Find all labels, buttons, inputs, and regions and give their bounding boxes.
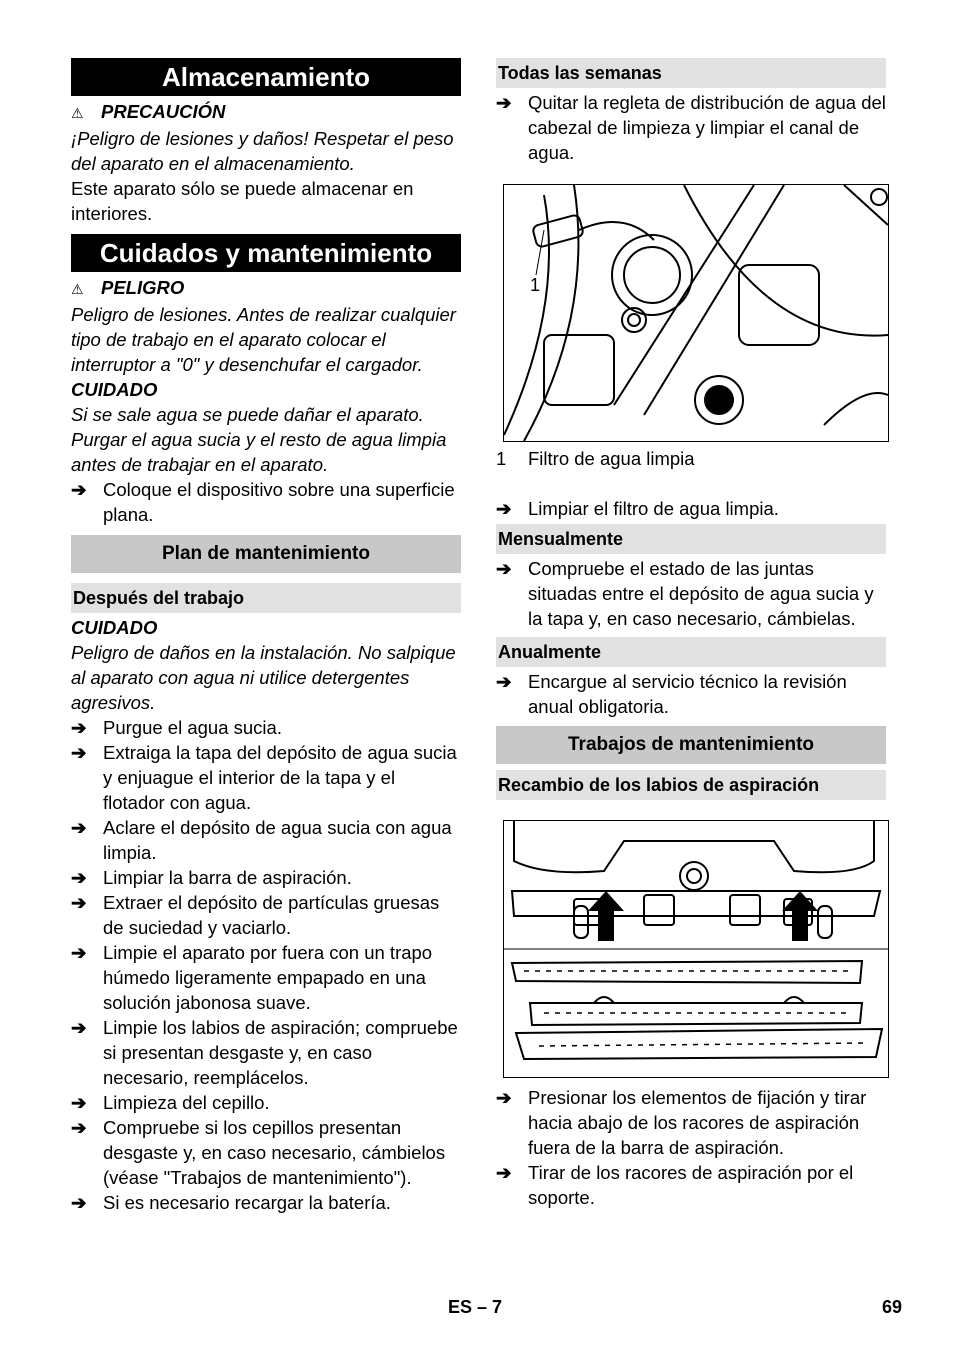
peligro-text: Peligro de lesiones. Antes de realizar cualquier tipo de trabajo en el aparato colocar el interruptor a "0" y desenchufar el cargador.	[71, 304, 456, 375]
heading-almacenamiento: Almacenamiento	[71, 58, 461, 96]
heading-mensual: Mensualmente	[496, 524, 886, 554]
water-filter-illustration	[504, 185, 888, 441]
bullet-text: Encargue al servicio técnico la revisión anual obligatoria.	[528, 671, 847, 717]
caption-text: Filtro de agua limpia	[528, 448, 695, 469]
arrow-right-icon: ➔	[496, 498, 512, 519]
warning-triangle-icon: ⚠	[71, 281, 84, 297]
cuidado2-title: CUIDADO	[71, 617, 158, 638]
cuidado2-text: Peligro de daños en la instalación. No salpique al aparato con agua ni utilice detergentes agresivos.	[71, 642, 456, 713]
arrow-right-icon: ➔	[496, 92, 512, 113]
arrow-right-icon: ➔	[71, 479, 87, 500]
bullet-text: Presionar los elementos de fijación y tirar hacia abajo de los racores de aspiración fuera de la barra de aspiración.	[528, 1087, 867, 1158]
list-item	[71, 1190, 461, 1215]
arrow-right-icon: ➔	[71, 867, 87, 888]
bullet-text: Si es necesario recargar la batería.	[103, 1192, 391, 1213]
arrow-right-icon: ➔	[71, 717, 87, 738]
list-item	[71, 815, 461, 865]
right-column	[496, 58, 886, 1210]
list-item	[71, 715, 461, 740]
bullet-text: Limpie los labios de aspiración; compruebe si presentan desgaste y, en caso necesario, reemplácelos.	[103, 1017, 458, 1088]
arrow-right-icon: ➔	[496, 1087, 512, 1108]
arrow-right-icon: ➔	[71, 1092, 87, 1113]
after-work-list	[71, 715, 461, 1215]
list-item	[71, 865, 461, 890]
heading-despues: Después del trabajo	[71, 583, 461, 613]
suction-lips-illustration	[504, 821, 888, 1077]
footer-language-page: ES – 7	[448, 1297, 503, 1317]
list-item	[496, 496, 886, 521]
bullet-text: Limpiar el filtro de agua limpia.	[528, 498, 779, 519]
left-column	[71, 58, 461, 1215]
peligro-heading	[71, 275, 461, 302]
list-item	[496, 90, 886, 165]
bullet-text: Tirar de los racores de aspiración por el soporte.	[528, 1162, 854, 1208]
figure-suction-lips	[503, 820, 889, 1078]
bullet-text: Aclare el depósito de agua sucia con agua limpia.	[103, 817, 452, 863]
peligro-title: PELIGRO	[101, 277, 185, 298]
warning-triangle-icon: ⚠	[71, 105, 84, 121]
cuidado1-title: CUIDADO	[71, 379, 158, 400]
footer-page-number: 69	[882, 1297, 903, 1317]
almacen-text: Este aparato sólo se puede almacenar en interiores.	[71, 178, 414, 224]
bullet-text: Extraer el depósito de partículas gruesas de suciedad y vaciarlo.	[103, 892, 440, 938]
bullet-text: Limpie el aparato por fuera con un trapo húmedo ligeramente empapado en una solución jabonosa suave.	[103, 942, 433, 1013]
arrow-right-icon: ➔	[71, 1192, 87, 1213]
bullet-text: Compruebe el estado de las juntas situadas entre el depósito de agua sucia y la tapa y, en caso necesario, cámbielas.	[528, 558, 874, 629]
bullet-text: Compruebe si los cepillos presentan desgaste y, en caso necesario, cámbielos (véase "Trabajos de mantenimiento").	[103, 1117, 446, 1188]
list-item	[71, 890, 461, 940]
list-item	[71, 940, 461, 1015]
bullet-text: Purgue el agua sucia.	[103, 717, 282, 738]
list-item	[71, 1015, 461, 1090]
list-item	[71, 1090, 461, 1115]
arrow-right-icon: ➔	[71, 1117, 87, 1138]
arrow-right-icon: ➔	[71, 742, 87, 763]
heading-recambio: Recambio de los labios de aspiración	[496, 770, 886, 800]
arrow-right-icon: ➔	[71, 892, 87, 913]
list-item	[71, 1115, 461, 1190]
arrow-right-icon: ➔	[71, 942, 87, 963]
list-item	[496, 669, 886, 719]
list-item	[71, 477, 461, 527]
figure-caption	[496, 446, 886, 471]
arrow-right-icon: ➔	[496, 671, 512, 692]
bullet-text: Limpieza del cepillo.	[103, 1092, 270, 1113]
heading-semanas: Todas las semanas	[496, 58, 886, 88]
precaucion-title: PRECAUCIÓN	[101, 101, 226, 122]
bullet-text: Quitar la regleta de distribución de agua del cabezal de limpieza y limpiar el canal de agua.	[528, 92, 886, 163]
arrow-right-icon: ➔	[71, 817, 87, 838]
figure-water-filter	[503, 184, 889, 442]
heading-plan: Plan de mantenimiento	[71, 535, 461, 573]
arrow-right-icon: ➔	[496, 558, 512, 579]
heading-trabajos: Trabajos de mantenimiento	[496, 726, 886, 764]
arrow-right-icon: ➔	[71, 1017, 87, 1038]
heading-anual: Anualmente	[496, 637, 886, 667]
list-item	[496, 556, 886, 631]
bullet-text: Coloque el dispositivo sobre una superficie plana.	[103, 479, 455, 525]
precaucion-text: ¡Peligro de lesiones y daños! Respetar el peso del aparato en el almacenamiento.	[71, 128, 454, 174]
list-item	[496, 1085, 886, 1160]
list-item	[496, 1160, 886, 1210]
arrow-right-icon: ➔	[496, 1162, 512, 1183]
bullet-text: Limpiar la barra de aspiración.	[103, 867, 352, 888]
caption-number: 1	[496, 448, 507, 469]
cuidado1-text: Si se sale agua se puede dañar el aparato. Purgar el agua sucia y el resto de agua limpia antes de trabajar en el aparato.	[71, 404, 447, 475]
bullet-text: Extraiga la tapa del depósito de agua sucia y enjuague el interior de la tapa y el flotador con agua.	[103, 742, 457, 813]
figure-callout-1: 1	[530, 275, 541, 295]
precaucion-heading	[71, 99, 461, 126]
heading-cuidados: Cuidados y mantenimiento	[71, 234, 461, 272]
list-item	[71, 740, 461, 815]
